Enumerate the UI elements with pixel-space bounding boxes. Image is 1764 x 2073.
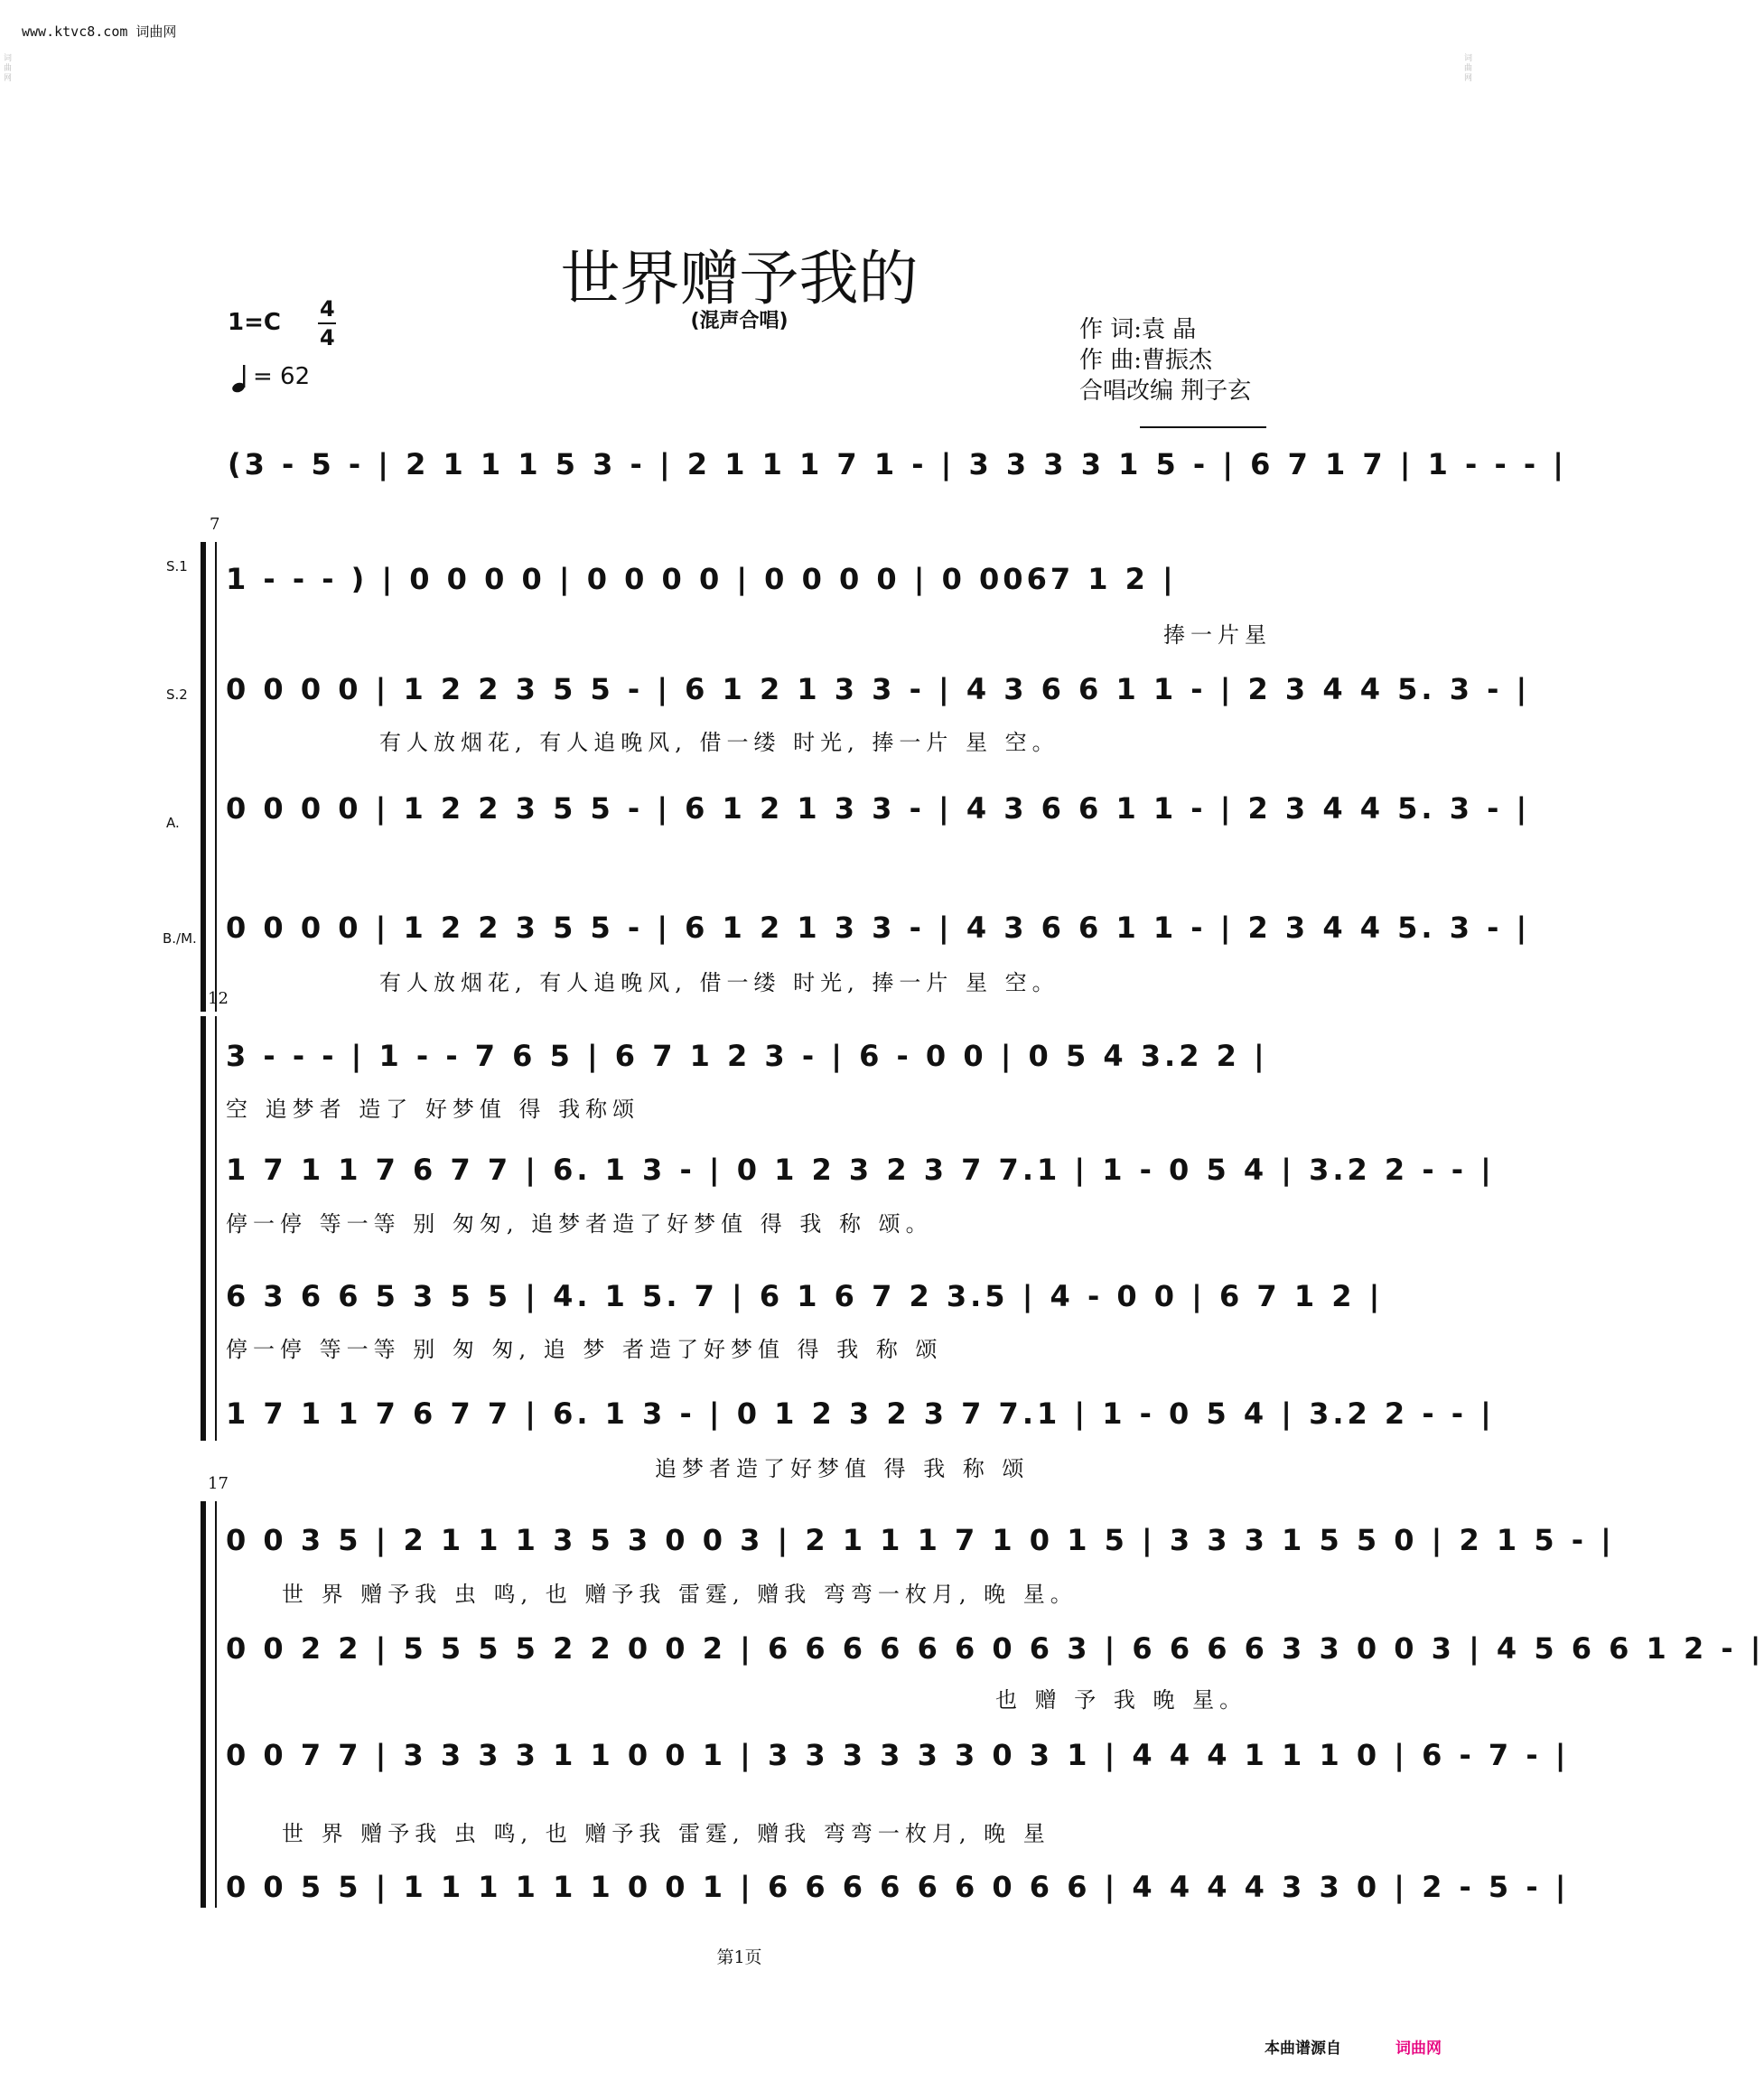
- footer-source-label: 本曲谱源自: [1265, 2040, 1341, 2058]
- page-number: 第1页: [716, 1947, 762, 1967]
- a-lyric-sys3: 世 界 赠予我 虫 鸣, 也 赠予我 雷霆, 赠我 弯弯一枚月, 晚 星: [282, 1821, 1050, 1846]
- voice-label-s1: S.1: [166, 558, 188, 574]
- time-signature-bottom: 4: [320, 325, 335, 350]
- s2-lyric-sys3: 也 赠 予 我 晚 星。: [995, 1687, 1247, 1713]
- footer-brand-link[interactable]: 词曲网: [1395, 2040, 1442, 2058]
- quarter-note-icon: [231, 363, 249, 397]
- system1-brace-line: [215, 542, 217, 1012]
- time-signature-bar: [318, 322, 336, 324]
- s2-lyric-sys1: 有人放烟花, 有人追晚风, 借一缕 时光, 捧一片 星 空。: [379, 730, 1059, 755]
- time-signature-top: 4: [320, 296, 335, 322]
- s1-notes-sys2: 3 - - - | 1 - - 7 6 5 | 6 7 1 2 3 - | 6 - 0 0 | 0 5 4 3.2 2 |: [226, 1039, 1268, 1073]
- b-lyric-sys2: 追梦者造了好梦值 得 我 称 颂: [655, 1456, 1030, 1481]
- s1-lyric-sys1: 捧一片星: [1163, 622, 1272, 648]
- intro-notes: (3 - 5 - | 2 1 1 1 5 3 - | 2 1 1 1 7 1 - | 3 3 3 3 1 5 - | 6 7 1 7 | 1 - - - |: [228, 447, 1567, 481]
- a-notes-sys3: 0 0 7 7 | 3 3 3 3 1 1 0 0 1 | 3 3 3 3 3 3 0 3 1 | 4 4 4 1 1 1 0 | 6 - 7 - |: [226, 1738, 1570, 1772]
- b-lyric-sys1: 有人放烟花, 有人追晚风, 借一缕 时光, 捧一片 星 空。: [379, 970, 1059, 995]
- system2-bracket: [201, 1016, 206, 1441]
- intro-slur: [1140, 426, 1266, 428]
- arranger-credit: 合唱改编 荆子玄: [1079, 378, 1252, 405]
- s1-lyric-sys3: 世 界 赠予我 虫 鸣, 也 赠予我 雷霆, 赠我 弯弯一枚月, 晚 星。: [282, 1582, 1078, 1607]
- s2-lyric-sys2: 停一停 等一等 别 匆匆, 追梦者造了好梦值 得 我 称 颂。: [226, 1211, 933, 1237]
- s2-notes-sys3: 0 0 2 2 | 5 5 5 5 2 2 0 0 2 | 6 6 6 6 6 6 0 6 3 | 6 6 6 6 3 3 0 0 3 | 4 5 6 6 1 2 - |: [226, 1631, 1764, 1666]
- song-subtitle: (混声合唱): [690, 310, 789, 332]
- system3-brace-line: [215, 1501, 217, 1908]
- s2-notes-sys1: 0 0 0 0 | 1 2 2 3 5 5 - | 6 1 2 1 3 3 - | 4 3 6 6 1 1 - | 2 3 4 4 5. 3 - |: [226, 672, 1531, 706]
- voice-label-s2: S.2: [166, 686, 188, 703]
- a-notes-sys2: 6 3 6 6 5 3 5 5 | 4. 1 5. 7 | 6 1 6 7 2 3.5 | 4 - 0 0 | 6 7 1 2 |: [226, 1279, 1384, 1313]
- s1-lyric-sys2: 空 追梦者 造了 好梦值 得 我称颂: [226, 1097, 640, 1122]
- left-watermark-strip: 词曲网: [4, 54, 13, 83]
- s1-notes-sys3: 0 0 3 5 | 2 1 1 1 3 5 3 0 0 3 | 2 1 1 1 7 1 0 1 5 | 3 3 3 1 5 5 0 | 2 1 5 - |: [226, 1523, 1615, 1557]
- s2-notes-sys2: 1 7 1 1 7 6 7 7 | 6. 1 3 - | 0 1 2 3 2 3 7 7.1 | 1 - 0 5 4 | 3.2 2 - - |: [226, 1153, 1495, 1187]
- tempo-marking: = 62: [253, 363, 311, 390]
- site-url[interactable]: www.ktvc8.com 词曲网: [22, 23, 177, 40]
- system2-brace-line: [215, 1016, 217, 1441]
- right-watermark-strip: 词曲网: [1464, 54, 1473, 83]
- composer-credit: 作 曲:曹振杰: [1079, 347, 1213, 374]
- a-lyric-sys2: 停一停 等一等 别 匆 匆, 追 梦 者造了好梦值 得 我 称 颂: [226, 1337, 943, 1362]
- song-title: 世界赠予我的: [560, 244, 919, 313]
- system1-bracket: [201, 542, 206, 1012]
- a-notes-sys1: 0 0 0 0 | 1 2 2 3 5 5 - | 6 1 2 1 3 3 - | 4 3 6 6 1 1 - | 2 3 4 4 5. 3 - |: [226, 791, 1531, 826]
- system3-bracket: [201, 1501, 206, 1908]
- b-notes-sys2: 1 7 1 1 7 6 7 7 | 6. 1 3 - | 0 1 2 3 2 3 7 7.1 | 1 - 0 5 4 | 3.2 2 - - |: [226, 1396, 1495, 1431]
- key-signature: 1=C: [228, 309, 281, 336]
- measure-number-12: 12: [208, 989, 229, 1008]
- voice-label-a: A.: [166, 815, 180, 831]
- b-notes-sys3: 0 0 5 5 | 1 1 1 1 1 1 0 0 1 | 6 6 6 6 6 6 0 6 6 | 4 4 4 4 3 3 0 | 2 - 5 - |: [226, 1870, 1570, 1904]
- lyricist-credit: 作 词:袁 晶: [1079, 316, 1197, 343]
- measure-number-17: 17: [208, 1474, 229, 1493]
- voice-label-b: B./M.: [163, 930, 197, 947]
- measure-number-7: 7: [210, 515, 220, 534]
- b-notes-sys1: 0 0 0 0 | 1 2 2 3 5 5 - | 6 1 2 1 3 3 - | 4 3 6 6 1 1 - | 2 3 4 4 5. 3 - |: [226, 910, 1531, 945]
- s1-notes-sys1: 1 - - - ) | 0 0 0 0 | 0 0 0 0 | 0 0 0 0 | 0 0067 1 2 |: [226, 562, 1177, 596]
